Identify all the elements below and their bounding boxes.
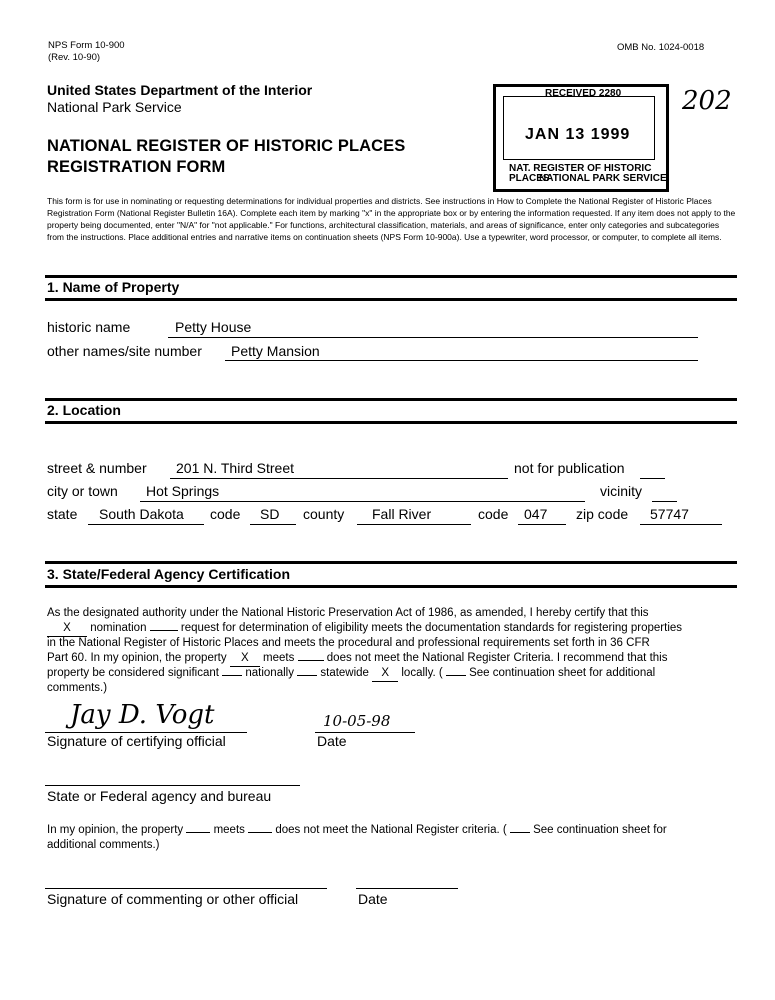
cert-line4 [47,651,667,667]
locally-checkbox[interactable]: X [372,666,398,682]
form-title-line1: NATIONAL REGISTER OF HISTORIC PLACES [47,137,406,155]
zip-value[interactable]: 57747 [650,506,689,522]
state-line [88,524,204,525]
request-label: request for determination of eligibility meets the documentation standards for registering properties [180,622,683,634]
opinion-line2: additional comments.) [47,839,160,851]
state-code-line [250,524,296,525]
other-names-label: other names/site number [47,343,202,359]
opinion-text: In my opinion, the property [47,824,184,836]
meets-checkbox[interactable]: X [230,651,260,667]
locally-label: locally. ( [401,667,443,679]
instructions-paragraph: This form is for use in nominating or requesting determinations for individual properties and districts. See instructions in How to Complete the National Register of Historic Places Registration Form (National Register Bulletin 16A). Complete each item by marking "x" in the appropriate box or by entering the information requested. If any item does not apply to the property being documented, enter "N/A" for "not applicable." For functions, architectural classification, materials, and areas of significance, enter only categories and subcategories from the instructions. Place additional entries and narrative items on continuation sheets (NPS Form 10-900a). Use a typewriter, word processor, or computer, to complete all items. [47,196,736,242]
city-value[interactable]: Hot Springs [146,483,220,499]
commenting-signature-label: Signature of commenting or other official [47,891,299,907]
stamp-line2: NATIONAL PARK SERVICE [539,173,667,184]
agency-name: National Park Service [47,99,182,115]
section3-bottom-rule [45,585,737,588]
commenting-date-label: Date [358,891,388,907]
other-names-value[interactable]: Petty Mansion [231,343,320,359]
form-title-line2: REGISTRATION FORM [47,158,226,176]
does-not-meet-checkbox[interactable] [298,660,324,661]
county-code-label: code [478,506,509,522]
cert-line3: in the National Register of Historic Places and meets the procedural and professional requirements set forth in 36 CFR [47,637,650,649]
handwritten-number: 202 [682,86,732,116]
continuation-checkbox[interactable] [446,675,466,676]
county-line [357,524,471,525]
stamp-date: JAN 13 1999 [525,126,631,143]
form-number: NPS Form 10-900 [48,40,125,51]
continuation-label: See continuation sheet for additional [469,667,656,679]
meets-label: meets [263,652,295,664]
opinion-continuation-checkbox[interactable] [510,832,530,833]
city-line [140,501,585,502]
section1-top-rule [45,275,737,278]
zip-label: zip code [576,506,629,522]
not-for-publication-field[interactable] [640,478,665,479]
county-code-line [518,524,566,525]
zip-line [640,524,722,525]
county-code-value[interactable]: 047 [524,506,548,522]
county-value[interactable]: Fall River [372,506,432,522]
certifying-date: 10-05-98 [323,712,391,730]
opinion-not-meet-checkbox[interactable] [248,832,272,833]
nomination-label: nomination [90,622,147,634]
section1-title: 1. Name of Property [47,279,180,295]
stamp-line1: NAT. REGISTER OF HISTORIC PLACES [509,163,652,184]
historic-name-label: historic name [47,319,131,335]
street-value[interactable]: 201 N. Third Street [176,460,295,476]
statewide-checkbox[interactable] [297,675,317,676]
historic-name-value[interactable]: Petty House [175,319,252,335]
vicinity-label: vicinity [600,483,643,499]
section3-title: 3. State/Federal Agency Certification [47,566,290,582]
commenting-date-line [356,888,458,889]
commenting-signature-line [45,888,327,889]
opinion-meets-label: meets [213,824,245,836]
state-label: state [47,506,78,522]
cert-line1: As the designated authority under the National Historic Preservation Act of 1986, as amended, I hereby certify that this [47,607,649,619]
signature-label: Signature of certifying official [47,733,226,749]
stamp-received: RECEIVED 2280 [545,88,622,99]
cert-line6: comments.) [47,682,108,694]
statewide-label: statewide [320,667,369,679]
section1-bottom-rule [45,298,737,301]
not-for-publication-label: not for publication [514,460,625,476]
opinion-meets-checkbox[interactable] [186,832,210,833]
section2-top-rule [45,398,737,401]
form-revision: (Rev. 10-90) [48,52,101,63]
section3-top-rule [45,561,737,564]
cert-line2 [47,621,682,637]
significance-label: property be considered significant [47,667,219,679]
department-name: United States Department of the Interior [47,82,313,98]
street-label: street & number [47,460,147,476]
street-line [170,478,508,479]
received-stamp [493,84,669,192]
opinion-not-meet-label: does not meet the National Register criteria. ( [275,824,507,836]
city-label: city or town [47,483,118,499]
request-checkbox[interactable] [150,630,178,631]
county-label: county [303,506,345,522]
agency-label: State or Federal agency and bureau [47,788,272,804]
state-value[interactable]: South Dakota [99,506,184,522]
nationally-label: nationally [245,667,294,679]
opinion-line1 [47,823,667,838]
section2-title: 2. Location [47,402,121,418]
opinion-continuation-label: See continuation sheet for [533,824,667,836]
nomination-checkbox[interactable]: X [47,621,87,637]
state-code-label: code [210,506,241,522]
section2-bottom-rule [45,421,737,424]
nationally-checkbox[interactable] [222,675,242,676]
does-not-meet-label: does not meet the National Register Criteria. I recommend that this [326,652,668,664]
other-names-line [225,360,698,361]
historic-name-line [168,337,698,338]
vicinity-field[interactable] [652,501,677,502]
omb-number: OMB No. 1024-0018 [617,42,705,53]
agency-line [45,785,300,786]
state-code-value[interactable]: SD [260,506,280,522]
cert-line5 [47,666,655,682]
certifying-signature: Jay D. Vogt [70,700,215,730]
cert-line4-text: Part 60. In my opinion, the property [47,652,227,664]
date-label: Date [317,733,347,749]
